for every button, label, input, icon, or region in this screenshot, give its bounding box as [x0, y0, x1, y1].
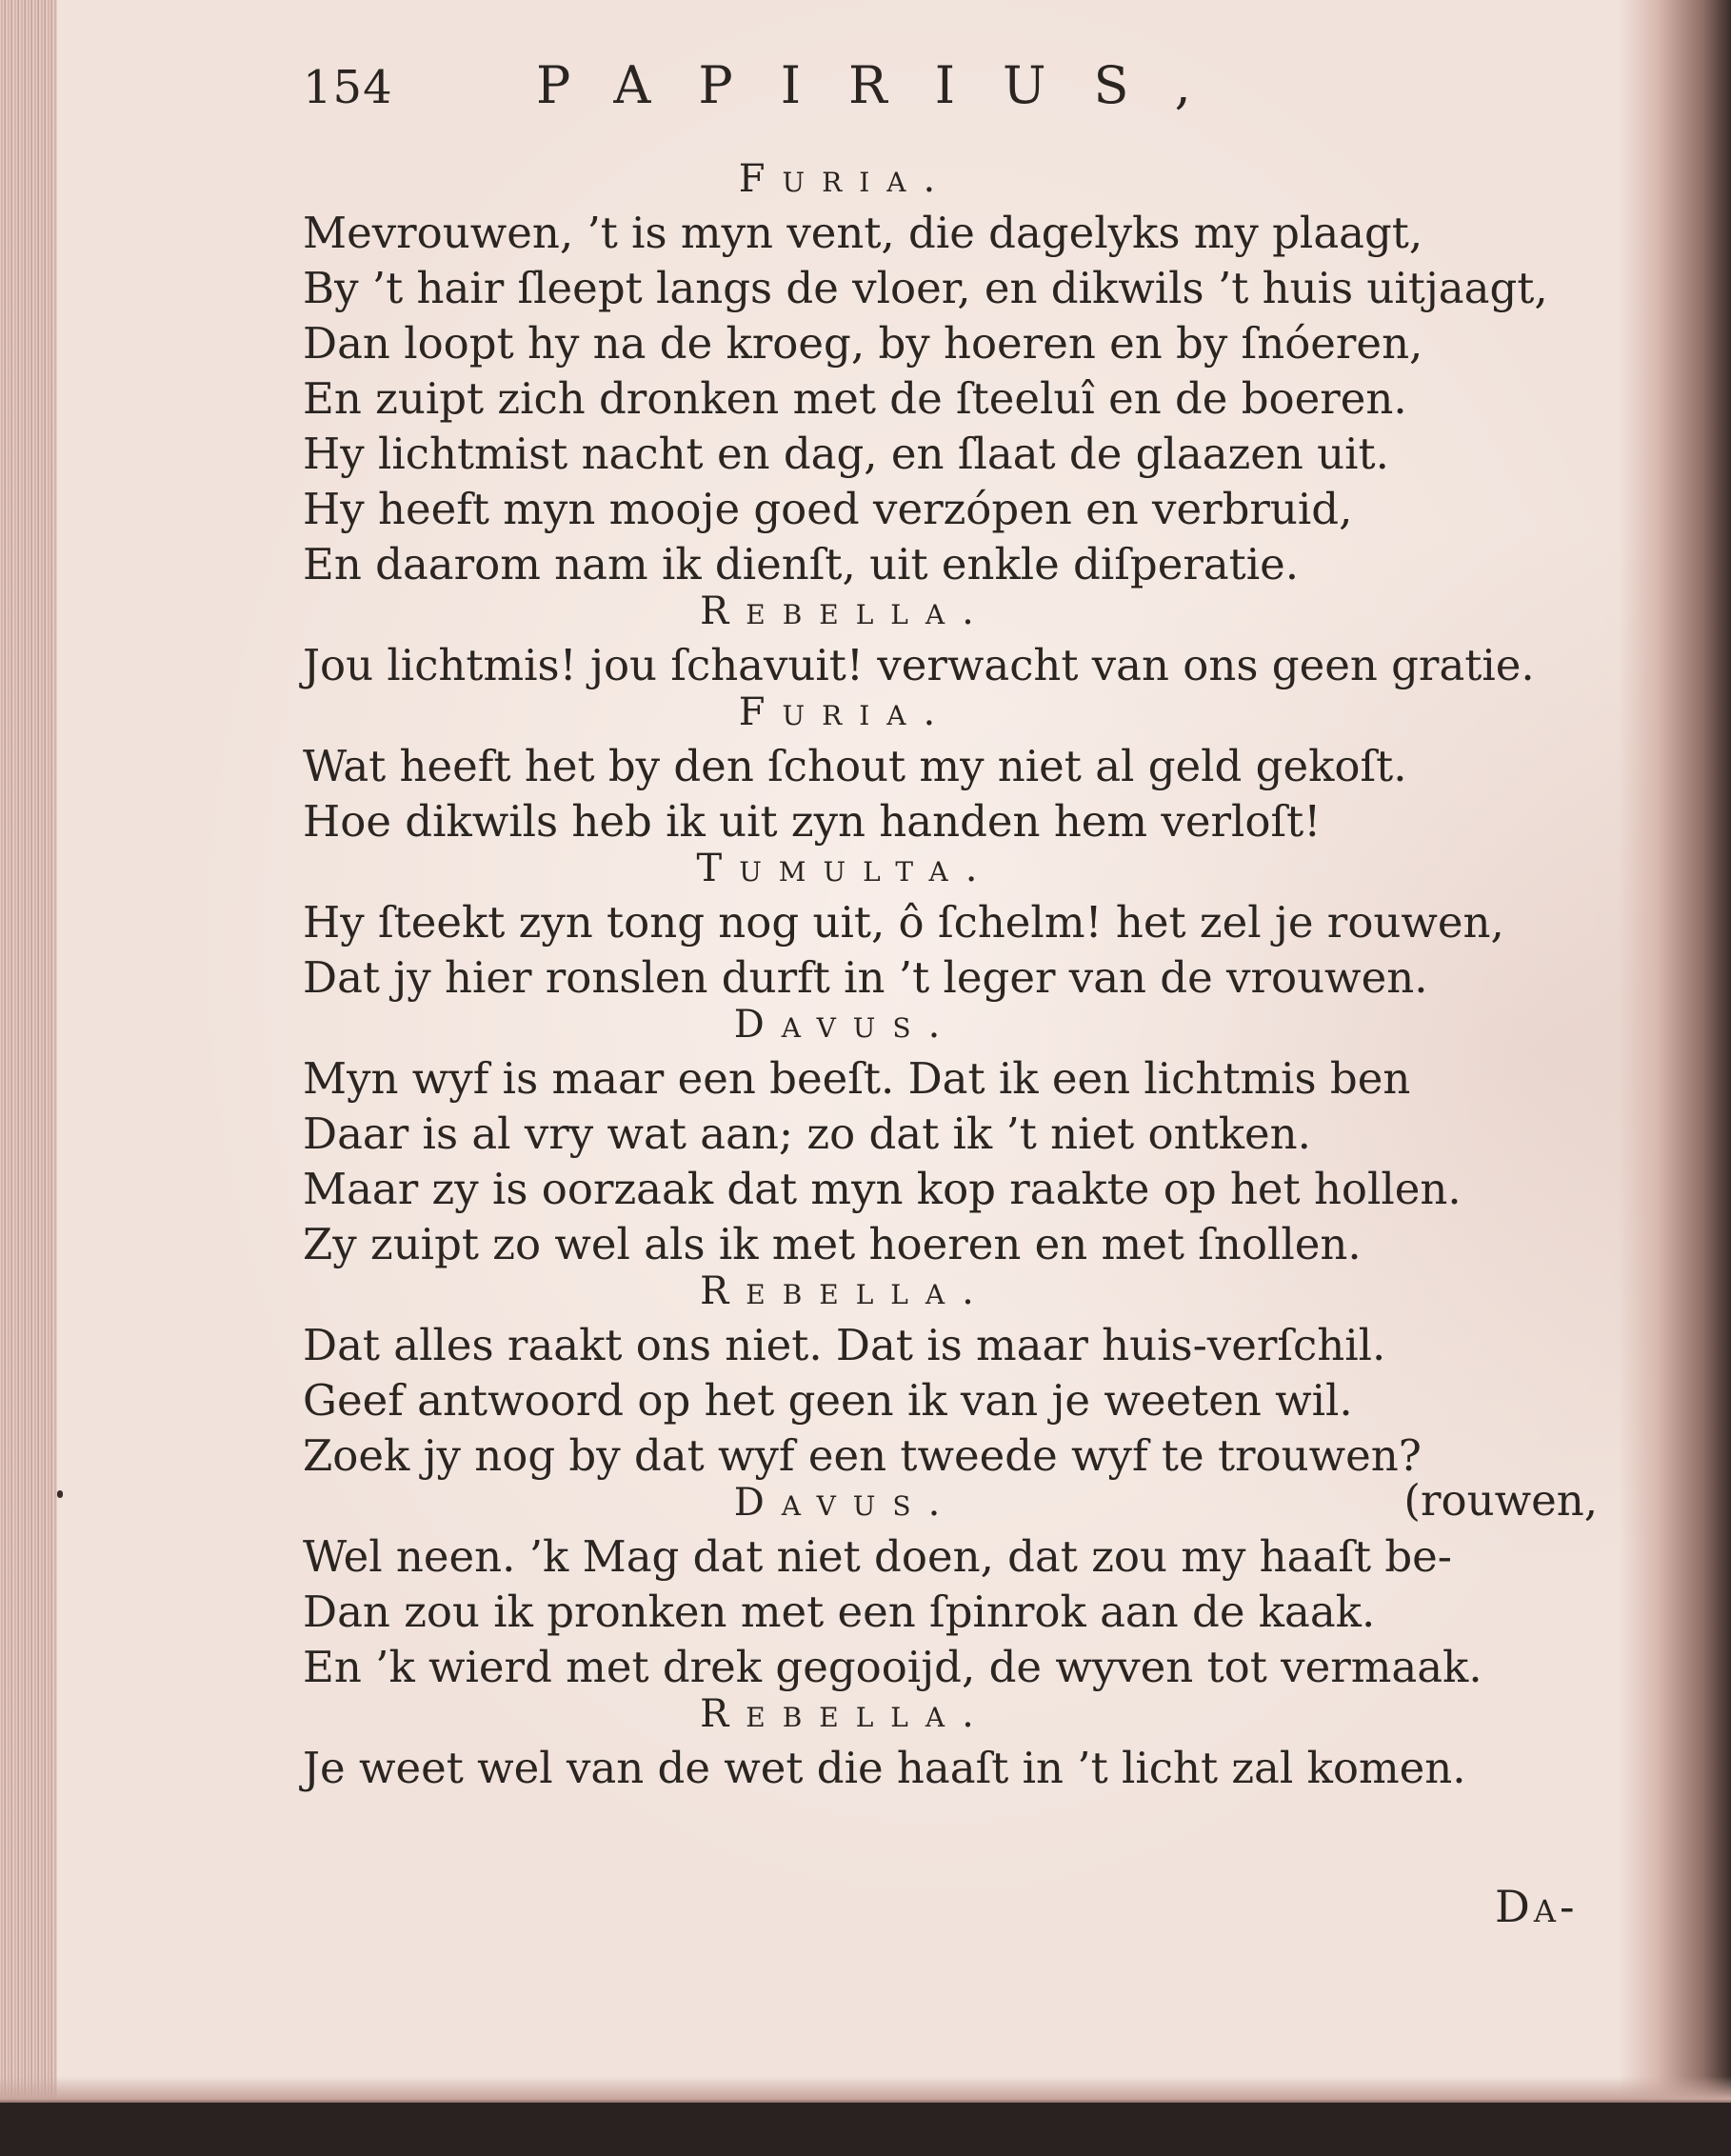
verse-line: Daar is al vry wat aan; zo dat ik ’t niet ontken.: [303, 1108, 1311, 1159]
bottom-edge: [0, 2076, 1731, 2105]
verse-line: By ’t hair ſleept langs de vloer, en dikwils ’t huis uitjaagt,: [303, 263, 1548, 313]
verse-line: Dan zou ik pronken met een ſpinrok aan de kaak.: [303, 1587, 1376, 1637]
verse-line: Hy ſteekt zyn tong nog uit, ô ſchelm! het zel je rouwen,: [303, 897, 1504, 948]
verse-line: Dan loopt hy na de kroeg, by hoeren en by ſnóeren,: [303, 318, 1423, 369]
speaker-name: Furia.: [738, 157, 953, 201]
verse-line: Myn wyf is maar een beeſt. Dat ik een lichtmis ben: [303, 1053, 1411, 1104]
verse-line: En daarom nam ik dienſt, uit enkle diſperatie.: [303, 539, 1300, 589]
verse-line: Zy zuipt zo wel als ik met hoeren en met ſnollen.: [303, 1219, 1362, 1269]
speaker-name: Rebella.: [700, 1269, 991, 1313]
catchword: Da-: [1495, 1881, 1579, 1932]
gutter-shadow: [1619, 0, 1731, 2114]
verse-line: Zoek jy nog by dat wyf een tweede wyf te trouwen?: [303, 1430, 1422, 1481]
bottom-band: [0, 2103, 1731, 2156]
verse-line: En zuipt zich dronken met de ſteeluî en de boeren.: [303, 373, 1407, 424]
verse-line: Hy lichtmist nacht en dag, en ſlaat de glaazen uit.: [303, 429, 1389, 479]
speaker-name: Davus.: [733, 1481, 958, 1525]
verse-line: Dat alles raakt ons niet. Dat is maar huis-verſchil.: [303, 1320, 1386, 1370]
speaker-name: Furia.: [738, 690, 953, 734]
speaker-name: Tumulta.: [696, 847, 995, 890]
verse-line: Je weet wel van de wet die haaſt in ’t licht zal komen.: [303, 1743, 1466, 1793]
turnover-text: (rouwen,: [1403, 1475, 1598, 1526]
page-edges: [0, 0, 57, 2114]
speaker-name: Rebella.: [700, 1692, 991, 1736]
page-number: 154: [303, 61, 393, 114]
margin-mark: [57, 1490, 63, 1498]
running-title: PAPIRIUS,: [536, 55, 1239, 115]
verse-line: Wel neen. ’k Mag dat niet doen, dat zou my haaſt be-: [303, 1531, 1453, 1582]
verse-line: Wat heeft het by den ſchout my niet al geld gekoſt.: [303, 741, 1407, 791]
verse-line: Dat jy hier ronslen durft in ’t leger van de vrouwen.: [303, 952, 1428, 1003]
verse-line: Geef antwoord op het geen ik van je weeten wil.: [303, 1375, 1353, 1426]
running-head: [303, 55, 1379, 122]
verse-line: Hoe dikwils heb ik uit zyn handen hem verloſt!: [303, 796, 1322, 847]
verse-line: Maar zy is oorzaak dat myn kop raakte op het hollen.: [303, 1164, 1462, 1214]
speaker-line-with-turnover: [303, 1475, 1626, 1529]
speaker-name: Davus.: [733, 1003, 958, 1047]
verse-line: En ’k wierd met drek gegooijd, de wyven tot vermaak.: [303, 1642, 1482, 1692]
speaker-name: Rebella.: [700, 589, 991, 633]
verse-line: Jou lichtmis! jou ſchavuit! verwacht van ons geen gratie.: [303, 640, 1535, 690]
verse-line: Mevrouwen, ’t is myn vent, die dagelyks my plaagt,: [303, 208, 1423, 258]
verse-line: Hy heeft myn mooje goed verzópen en verbruid,: [303, 484, 1353, 534]
play-text: [303, 157, 1626, 1796]
